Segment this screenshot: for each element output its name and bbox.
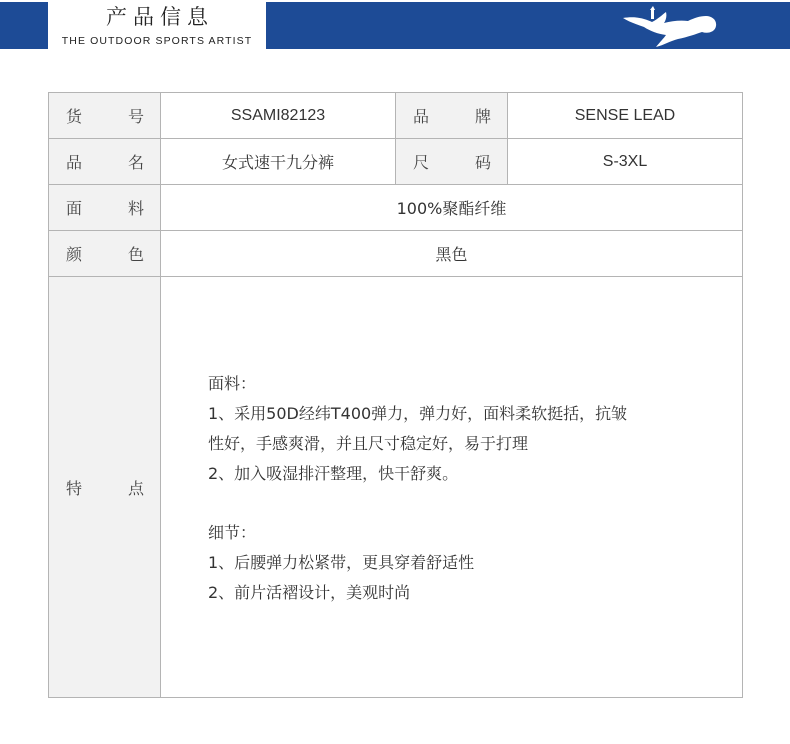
spec-row-features <box>49 277 743 698</box>
value-product-name: 女式速干九分裤 <box>161 139 396 185</box>
paragraph-gap <box>208 489 708 518</box>
label-char: 货 <box>66 107 83 126</box>
spec-row-fabric <box>49 185 743 231</box>
label-char: 名 <box>127 153 144 172</box>
label-brand <box>396 93 508 139</box>
spec-row-product-name <box>49 139 743 185</box>
label-features <box>49 277 161 698</box>
label-char: 特 <box>66 478 83 498</box>
value-color: 黑色 <box>161 231 743 277</box>
label-char: 码 <box>474 153 491 172</box>
label-char: 品 <box>66 153 83 172</box>
label-char: 料 <box>127 199 144 218</box>
value-fabric: 100%聚酯纤维 <box>161 185 743 231</box>
detail-line: 2、前片活褶设计，美观时尚 <box>208 583 411 602</box>
spec-row-color <box>49 231 743 277</box>
spec-row-item-number <box>49 93 743 139</box>
page-subtitle: THE OUTDOOR SPORTS ARTIST <box>61 35 253 47</box>
value-brand: SENSE LEAD <box>508 93 743 139</box>
label-color <box>49 231 161 277</box>
fabric-line: 性好，手感爽滑，并且尺寸稳定好，易于打理 <box>208 434 529 453</box>
banner-left-bar <box>0 2 48 49</box>
fabric-heading: 面料： <box>208 374 257 393</box>
label-product-name <box>49 139 161 185</box>
label-char: 牌 <box>474 107 491 126</box>
label-char: 品 <box>413 107 430 126</box>
label-char: 面 <box>66 199 83 218</box>
header-banner <box>0 0 790 49</box>
label-size <box>396 139 508 185</box>
label-char: 色 <box>127 245 144 264</box>
label-char: 尺 <box>413 153 430 172</box>
value-item-number: SSAMI82123 <box>161 93 396 139</box>
label-char: 颜 <box>66 245 83 264</box>
value-features <box>161 277 743 698</box>
fabric-line: 1、采用50D经纬T400弹力，弹力好，面料柔软挺括，抗皱 <box>208 404 628 423</box>
header-title-box <box>48 0 266 49</box>
label-char: 点 <box>127 478 144 498</box>
label-char: 号 <box>127 107 144 126</box>
fabric-line: 2、加入吸湿排汗整理，快干舒爽。 <box>208 464 459 483</box>
features-text-block <box>208 369 708 608</box>
label-item-number <box>49 93 161 139</box>
flying-bird-logo-icon <box>620 4 720 48</box>
product-spec-table <box>48 92 743 698</box>
detail-heading: 细节： <box>208 523 257 542</box>
page-title: 产品信息 <box>106 5 214 29</box>
detail-line: 1、后腰弹力松紧带，更具穿着舒适性 <box>208 553 475 572</box>
value-size: S-3XL <box>508 139 743 185</box>
label-fabric <box>49 185 161 231</box>
